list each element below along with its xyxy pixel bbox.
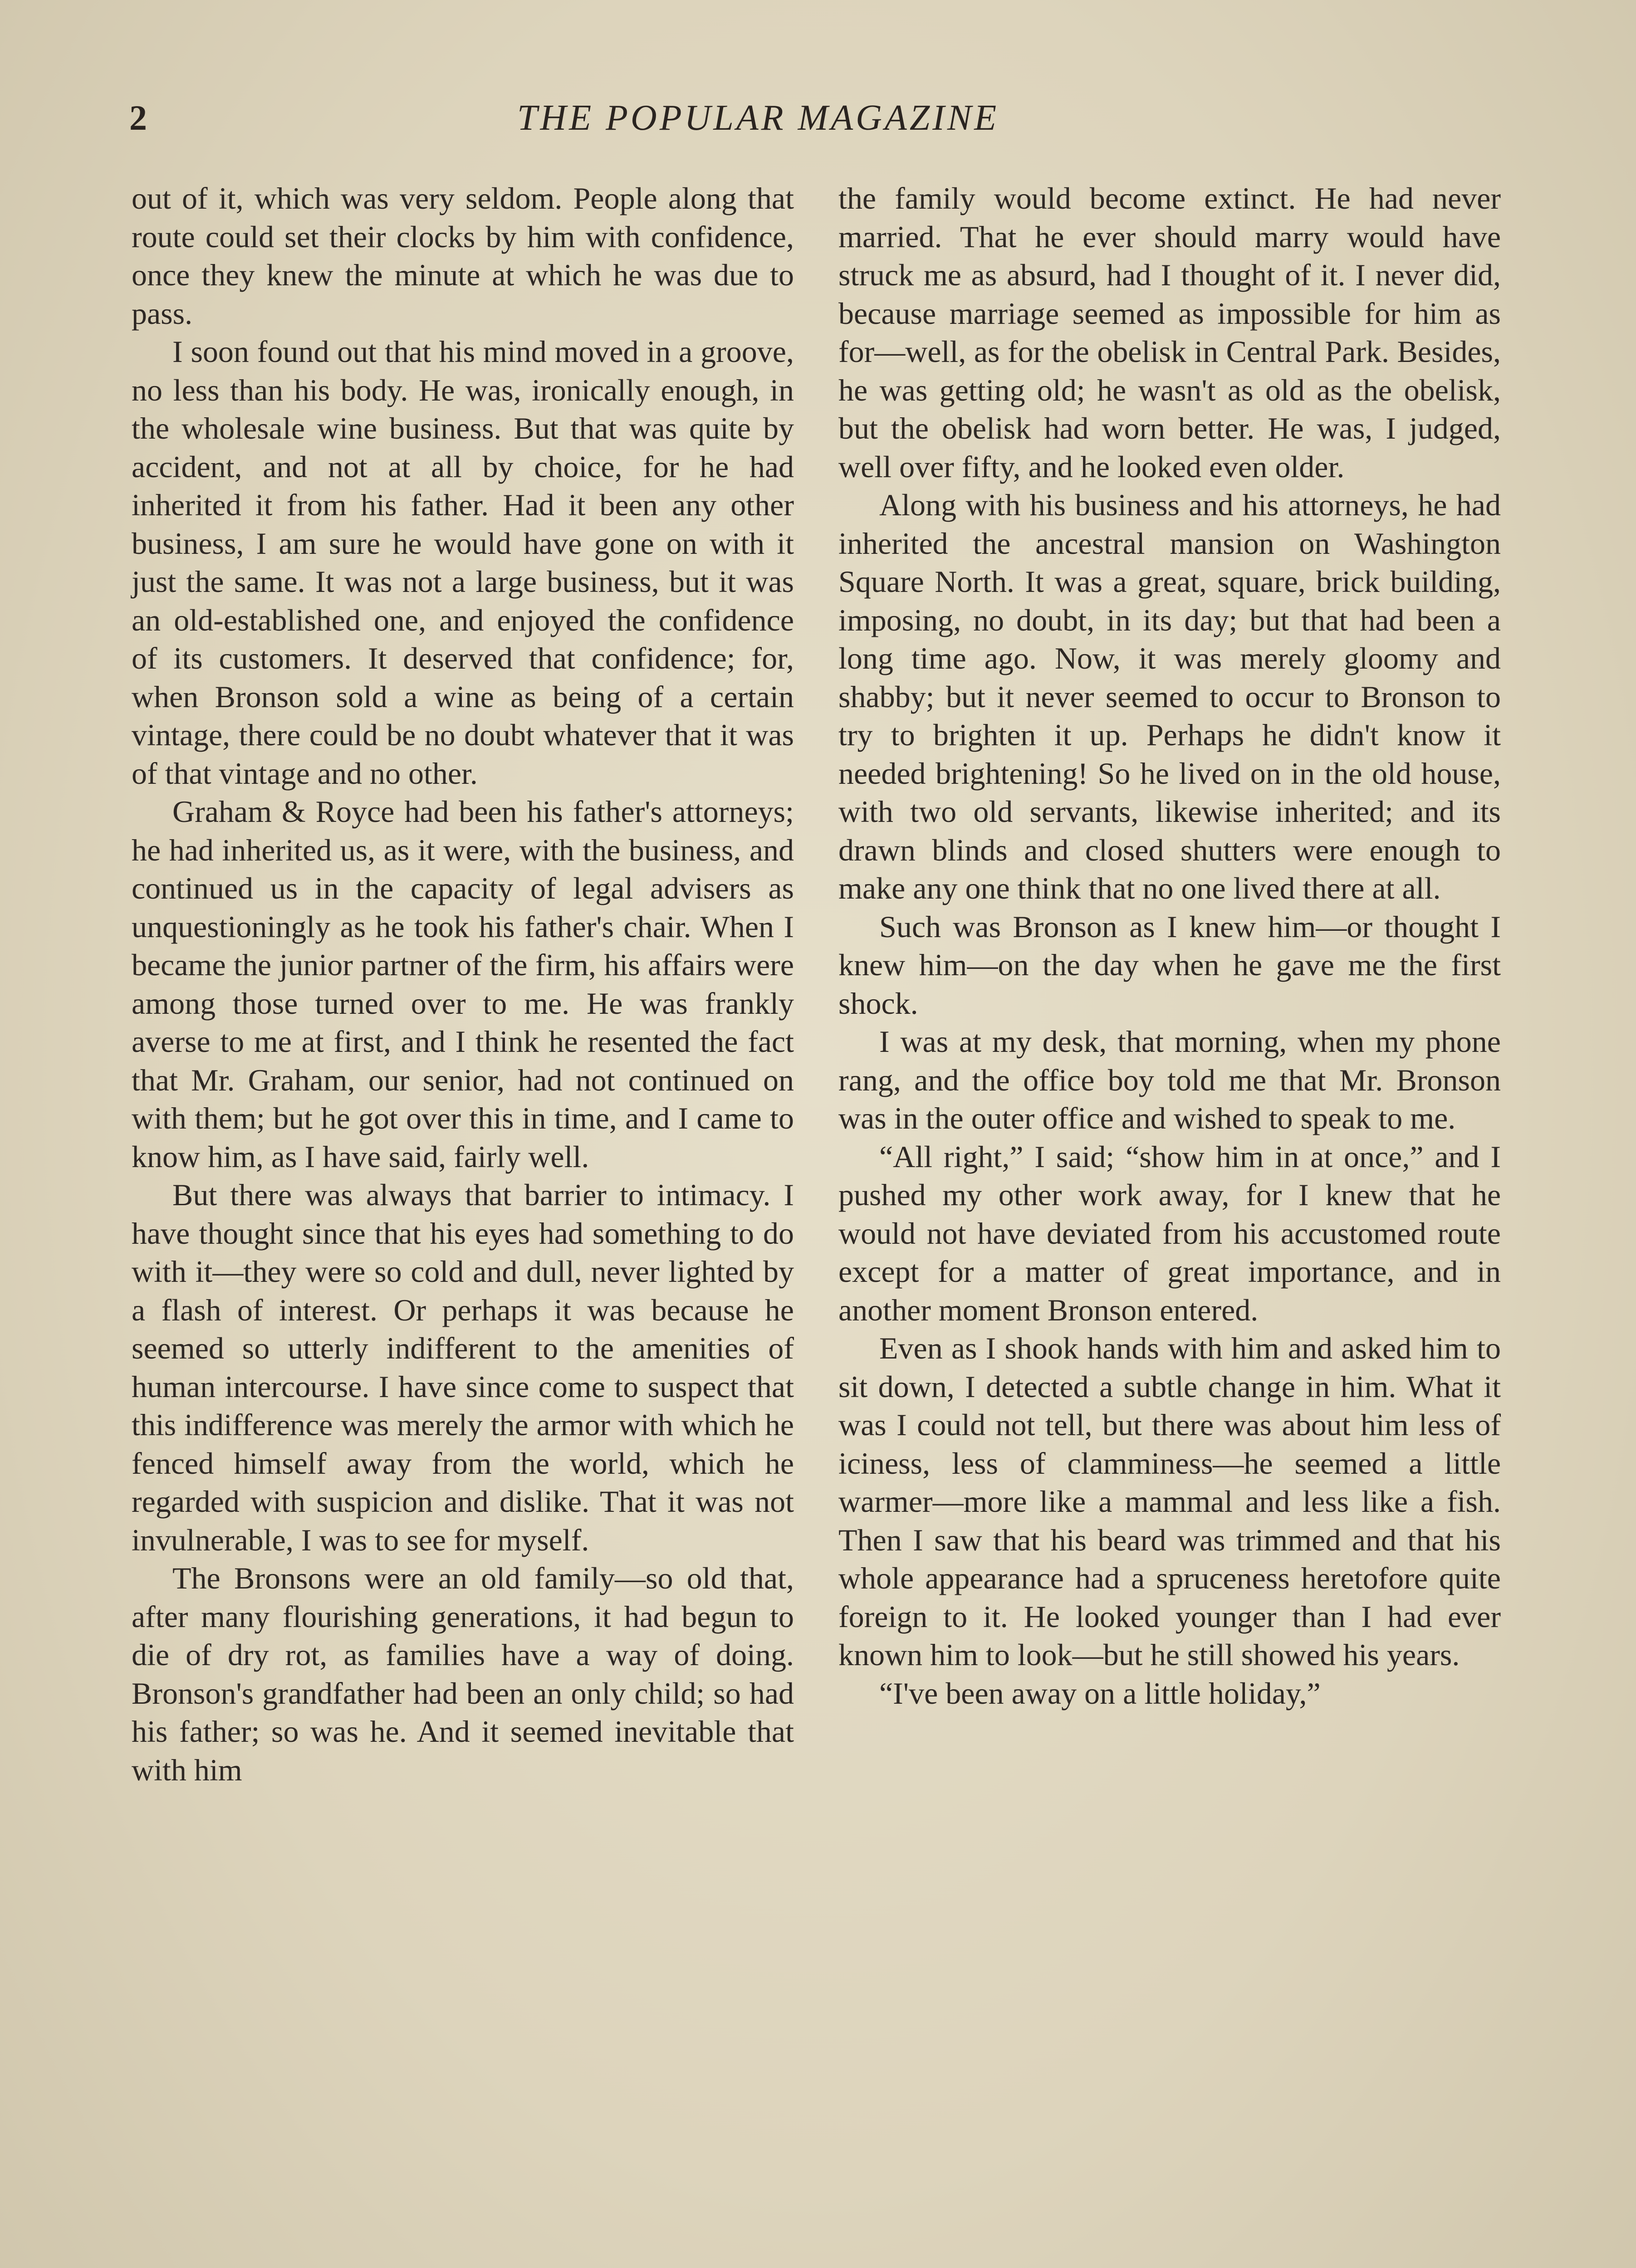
running-title: THE POPULAR MAGAZINE [517, 98, 999, 138]
left-paragraph-3: Graham & Royce had been his father's attorneys; he had inherited us, as it were, with the business, and continued us in the capacity of legal advisers as unquestioningly as he took his father's chair. When I became the junior partner of the firm, his affairs were among those turned over to me. He was frankly averse to me at first, and I think he resented the fact that Mr. Graham, our senior, had not continued on with them; but he got over this in time, and I came to know him, as I have said, fairly well. [132, 794, 794, 1174]
left-paragraph-2: I soon found out that his mind moved in a groove, no less than his body. He was, ironically enough, in the wholesale wine business. But that was quite by accident, and not at all by choice, for he had inherited it from his father. Had it been any other business, I am sure he would have gone on with it just the same. It was not a large business, but it was an old-established one, and enjoyed the confidence of its customers. It deserved that confidence; for, when Bronson sold a wine as being of a certain vintage, there could be no doubt whatever that it was of that vintage and no other. [132, 334, 794, 791]
left-column [132, 179, 794, 1789]
left-paragraph-1: out of it, which was very seldom. People along that route could set their clocks by him with confidence, once they knew the minute at which he was due to pass. [132, 181, 794, 331]
right-paragraph-4: I was at my desk, that morning, when my phone rang, and the office boy told me that Mr. Bronson was in the outer office and wished to speak to me. [838, 1024, 1501, 1135]
page-number: 2 [129, 98, 147, 137]
right-paragraph-5: “All right,” I said; “show him in at once,” and I pushed my other work away, for I knew that he would not have deviated from his accustomed route except for a matter of great importance, and in another moment Bronson entered. [838, 1139, 1501, 1327]
right-paragraph-2: Along with his business and his attorneys, he had inherited the ancestral mansion on Washington Square North. It was a great, square, brick building, imposing, no doubt, in its day; but that had been a long time ago. Now, it was merely gloomy and shabby; but it never seemed to occur to Bronson to try to brighten it up. Perhaps he didn't know it needed brightening! So he lived on in the old house, with two old servants, likewise inherited; and its drawn blinds and closed shutters were enough to make any one think that no one lived there at all. [838, 488, 1501, 905]
right-column [838, 179, 1501, 1712]
right-paragraph-3: Such was Bronson as I knew him—or thought I knew him—on the day when he gave me the first shock. [838, 909, 1501, 1021]
right-paragraph-7: “I've been away on a little holiday,” [879, 1676, 1321, 1711]
right-paragraph-1: the family would become extinct. He had never married. That he ever should marry would have struck me as absurd, had I thought of it. I never did, because marriage seemed as impossible for him as for—well, as for the obelisk in Central Park. Besides, he was getting old; he wasn't as old as the obelisk, but the obelisk had worn better. He was, I judged, well over fifty, and he looked even older. [838, 181, 1501, 484]
left-paragraph-5: The Bronsons were an old family—so old that, after many flourishing generations, it had begun to die of dry rot, as families have a way of doing. Bronson's grandfather had been an only child; so had his father; so was he. And it seemed inevitable that with him [132, 1561, 794, 1787]
right-paragraph-6: Even as I shook hands with him and asked him to sit down, I detected a subtle change in him. What it was I could not tell, but there was about him less of iciness, less of clamminess—he seemed a little warmer—more like a mammal and less like a fish. Then I saw that his beard was trimmed and that his whole appearance had a spruceness heretofore quite foreign to it. He looked younger than I had ever known him to look—but he still showed his years. [838, 1331, 1501, 1672]
left-paragraph-4: But there was always that barrier to intimacy. I have thought since that his eyes had something to do with it—they were so cold and dull, never lighted by a flash of interest. Or perhaps it was because he seemed so utterly indifferent to the amenities of human intercourse. I have since come to suspect that this indifference was merely the armor with which he fenced himself away from the world, which he regarded with suspicion and dislike. That it was not invulnerable, I was to see for myself. [132, 1178, 794, 1557]
page-header [0, 98, 1636, 161]
